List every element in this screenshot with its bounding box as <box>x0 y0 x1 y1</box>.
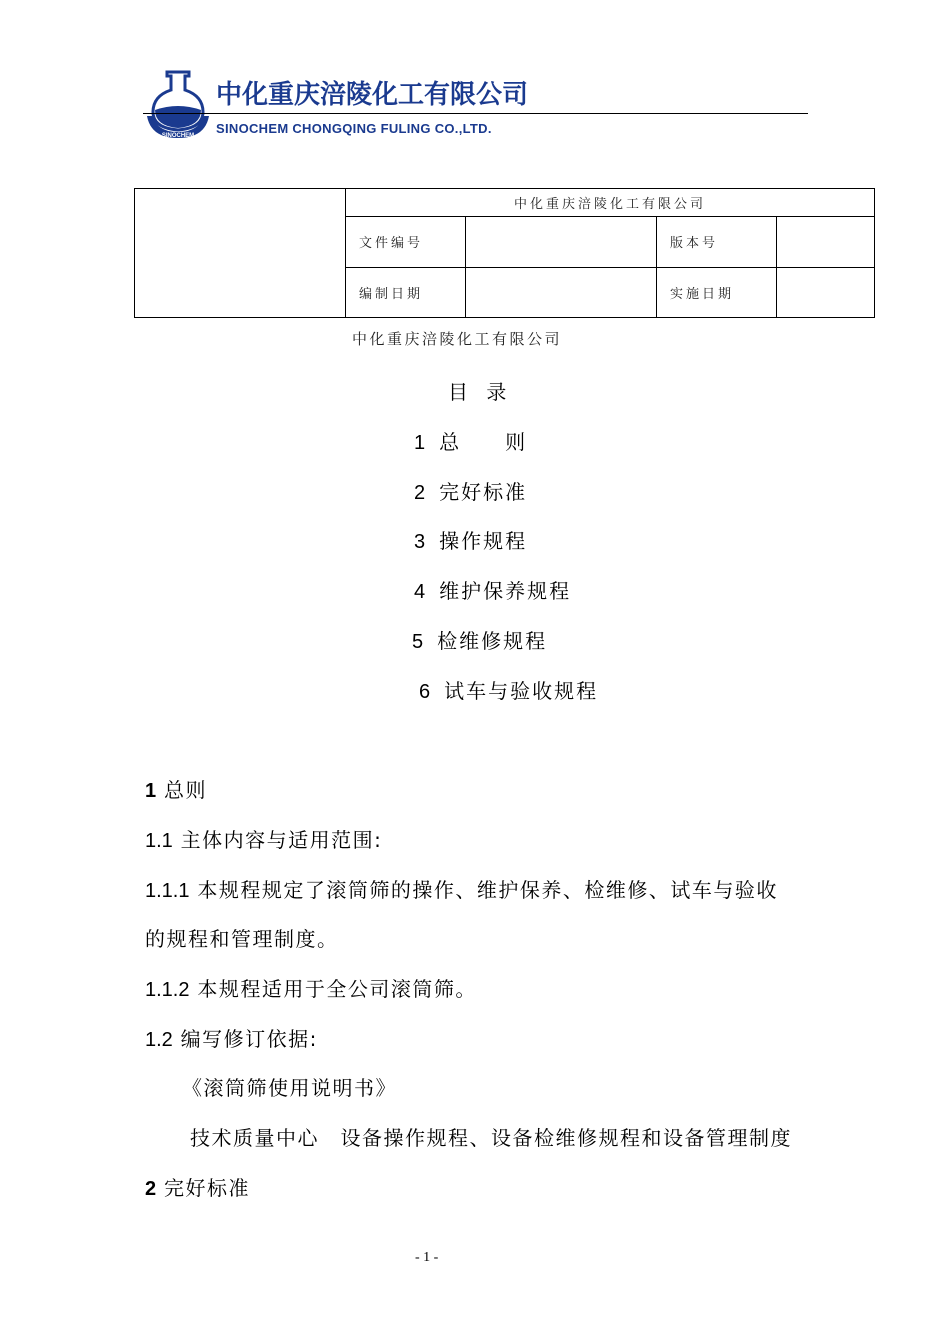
toc-item[interactable] <box>414 476 527 505</box>
toc-item-number: 6 <box>419 681 431 703</box>
toc-item-label: 维护保养规程 <box>439 579 572 603</box>
toc-item-label: 试车与验收规程 <box>444 679 599 703</box>
company-note: 中化重庆涪陵化工有限公司 <box>352 330 563 348</box>
sinochem-logo <box>143 68 213 140</box>
value-compile-date <box>466 267 657 317</box>
section-number: 2 <box>145 1178 157 1200</box>
section-1-1-1 <box>145 874 778 903</box>
section-number: 1.1.1 <box>145 880 190 902</box>
section-1-heading <box>145 774 207 803</box>
section-1-1-2 <box>145 973 477 1002</box>
toc-item[interactable] <box>419 675 598 704</box>
toc-item-label: 检维修规程 <box>437 629 548 653</box>
value-file-number <box>466 217 657 267</box>
section-1-1-1-continued: 的规程和管理制度。 <box>145 927 339 951</box>
toc-item-number: 4 <box>414 581 426 603</box>
section-number: 1.1.2 <box>145 979 190 1001</box>
toc-item-number: 3 <box>414 531 426 553</box>
page-number: - 1 - <box>415 1250 439 1265</box>
section-1-1 <box>145 824 382 853</box>
section-title: 完好标准 <box>163 1176 250 1200</box>
section-text: 主体内容与适用范围: <box>180 828 383 852</box>
section-number: 1.2 <box>145 1029 173 1051</box>
section-title: 总则 <box>163 778 207 802</box>
section-number: 1 <box>145 780 157 802</box>
toc-item[interactable] <box>414 426 527 455</box>
reference-manual: 《滚筒筛使用说明书》 <box>182 1076 397 1100</box>
reference-standards: 技术质量中心 设备操作规程、设备检维修规程和设备管理制度 <box>190 1126 792 1150</box>
value-effective-date <box>777 267 875 317</box>
toc-title: 目 录 <box>448 380 513 404</box>
section-1-2 <box>145 1023 318 1052</box>
toc-item-label: 操作规程 <box>439 529 528 553</box>
value-version <box>777 217 875 267</box>
section-number: 1.1 <box>145 830 173 852</box>
toc-item[interactable] <box>412 625 547 654</box>
header-rule <box>143 113 808 114</box>
toc-item-number: 5 <box>412 631 424 653</box>
toc-item-number: 1 <box>414 432 426 454</box>
logo-cell <box>135 189 346 318</box>
label-file-number: 文件编号 <box>346 217 466 267</box>
company-name-en: SINOCHEM CHONGQING FULING CO.,LTD. <box>216 121 492 136</box>
company-name-cn: 中化重庆涪陵化工有限公司 <box>216 80 529 110</box>
toc-item-label: 总 则 <box>439 430 528 454</box>
logo-text: SINOCHEM <box>161 133 195 139</box>
section-text: 本规程适用于全公司滚筒筛。 <box>197 977 477 1001</box>
toc-item-number: 2 <box>414 482 426 504</box>
section-2-heading <box>145 1172 250 1201</box>
toc-item-label: 完好标准 <box>439 480 528 504</box>
document-info-table <box>134 188 875 318</box>
label-effective-date: 实施日期 <box>657 267 777 317</box>
toc-item[interactable] <box>414 575 571 604</box>
toc-item[interactable] <box>414 525 527 554</box>
section-text: 编写修订依据: <box>180 1027 318 1051</box>
label-version: 版本号 <box>657 217 777 267</box>
table-title: 中化重庆涪陵化工有限公司 <box>346 189 875 217</box>
label-compile-date: 编制日期 <box>346 267 466 317</box>
section-text: 本规程规定了滚筒筛的操作、维护保养、检维修、试车与验收 <box>197 878 778 902</box>
